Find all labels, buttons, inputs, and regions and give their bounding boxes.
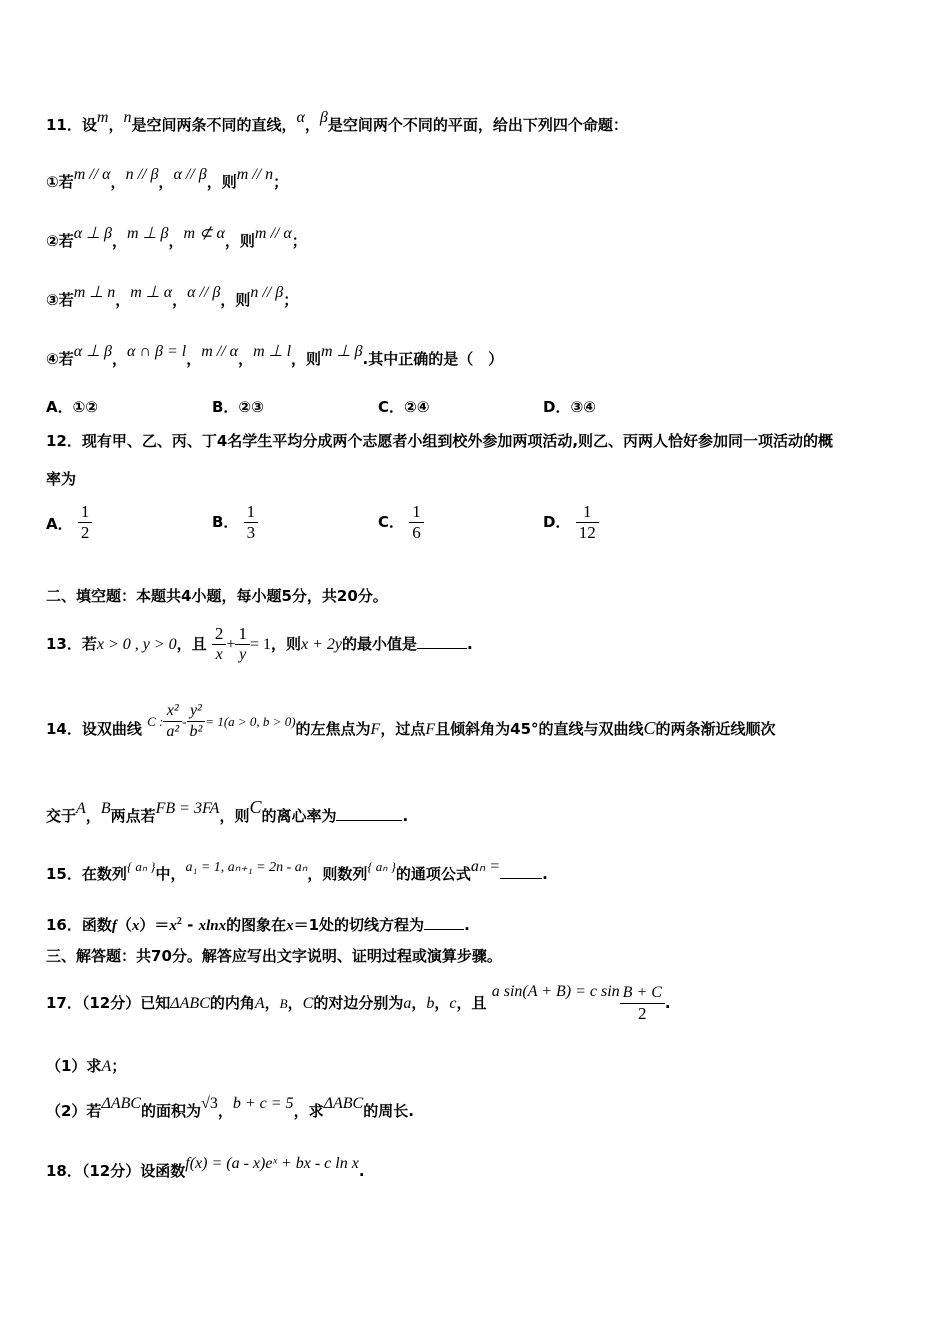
q15: 15．在数列{ aₙ }中，a₁ = 1, aₙ₊₁ = 2n - aₙ，则数列{ aₙ }的通项公式aₙ = .	[46, 858, 548, 883]
section-2-heading: 二、填空题：本题共4小题，每小题5分，共20分。	[46, 587, 388, 605]
q12-stem-line2: 率为	[46, 470, 77, 488]
fraction: $\frac{\text{y²}}{\text{b²}}$	[187, 701, 206, 742]
q11-option-c: C．②④	[378, 398, 430, 416]
q11-option-b: B．②③	[212, 398, 264, 416]
section-3-heading: 三、解答题：共70分。解答应写出文字说明、证明过程或演算步骤。	[46, 947, 502, 965]
fraction: $\frac{2}{x}$	[212, 624, 227, 665]
answer-blank[interactable]	[417, 634, 467, 649]
q16: 16．函数$f(x)=x^2 - xlnx$的图象在x＝1处的切线方程为 .	[46, 916, 470, 934]
q11-proposition-2: ②若α ⊥ β，m ⊥ β，m ⊄ α，则m // α；	[46, 225, 307, 250]
q14-line2: 交于A，B两点若FB = 3FA，则C的离心率为 .	[46, 797, 409, 825]
q11-option-a: A．①②	[46, 398, 99, 416]
q11-stem: 11．设m，n是空间两条不同的直线，α，β是空间两个不同的平面，给出下列四个命题：	[46, 109, 628, 134]
fraction: $\frac{\text{x²}}{\text{a²}}$	[163, 701, 182, 742]
answer-blank[interactable]	[336, 806, 402, 821]
q17-part-1: （1）求A；	[46, 1057, 127, 1075]
q12-option-d: D． $\frac{1}{12}$	[543, 502, 599, 543]
answer-blank[interactable]	[500, 864, 542, 879]
q12-option-c: C． $\frac{1}{6}$	[378, 502, 424, 543]
q17-part-2: （2）若ΔABC的面积为√3，b + c = 5，求ΔABC的周长.	[46, 1095, 414, 1120]
q11-proposition-4: ④若α ⊥ β，α ∩ β = l，m // α，m ⊥ l，则m ⊥ β.其中正确的是（ ）	[46, 343, 504, 368]
q18: 18．（12分）设函数f(x) = (a - x)eˣ + bx - c ln x.	[46, 1155, 365, 1180]
fraction: $\frac{1}{6}$	[409, 502, 424, 543]
answer-blank[interactable]	[424, 915, 464, 930]
q12-stem-line1: 12．现有甲、乙、丙、丁4名学生平均分成两个志愿者小组到校外参加两项活动,则乙、丙两人恰好参加同一项活动的概	[46, 432, 834, 450]
q11-option-d: D．③④	[543, 398, 596, 416]
fraction: $\frac{B + C}{2}$	[620, 983, 665, 1024]
q11-proposition-3: ③若m ⊥ n，m ⊥ α，α // β，则n // β；	[46, 284, 299, 309]
fraction: $\frac{1}{3}$	[244, 502, 259, 543]
q12-option-a: A． $\frac{1}{2}$	[46, 502, 92, 543]
q13: 13．若x > 0 , y > 0，且 $\frac{2}{x}$ + $\frac{1}{y}$ = 1，则x + 2y的最小值是 .	[46, 624, 473, 663]
fraction: $\frac{1}{12}$	[576, 502, 599, 543]
fraction: $\frac{1}{2}$	[78, 502, 93, 543]
fraction: $\frac{1}{y}$	[235, 624, 250, 665]
q11-proposition-1: ①若m // α，n // β，α // β，则m // n；	[46, 166, 289, 191]
q12-option-b: B． $\frac{1}{3}$	[212, 502, 258, 543]
q17: 17．（12分）已知ΔABC的内角A，B，C的对边分别为a，b，c，且 a sin(A + B) = c sin $\frac{B + C}{2}$ .	[46, 983, 671, 1023]
q14-line1: 14．设双曲线 C : $\frac{\text{x²}}{\text{a²}}$ - $\frac{\text{y²}}{\text{b²}}$ = 1(a > 0, b > 0)的左焦点为F，过点F且倾斜角为45°的直线与双曲线C的两条渐近线顺次	[46, 702, 776, 740]
